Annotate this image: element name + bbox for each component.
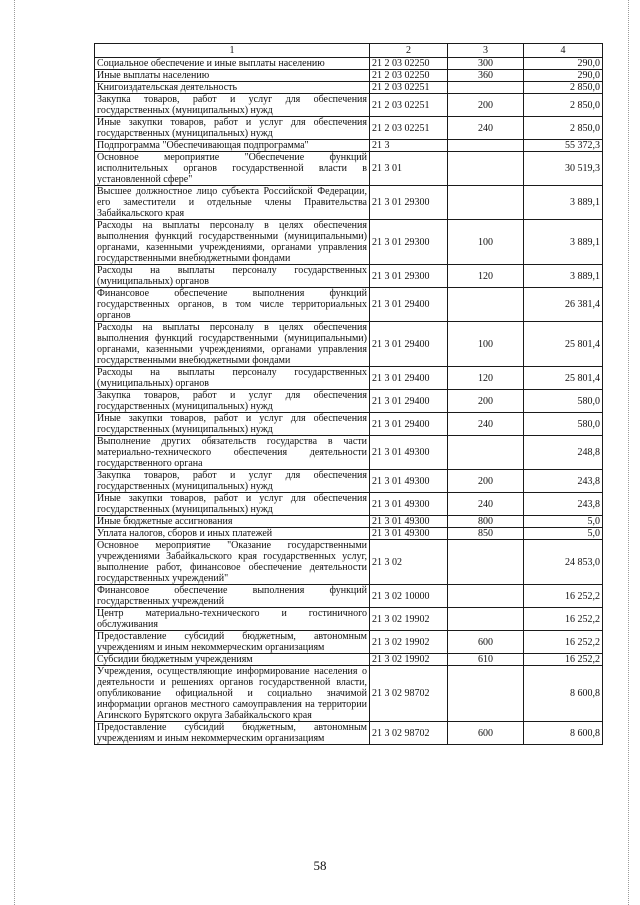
row-code-cell: 21 3 02 10000 [370,585,448,608]
table-row [95,413,603,436]
table-row [95,654,603,666]
row-name-cell: Расходы на выплаты персоналу в целях обеспечения выполнения функций государственными (муниципальными) органами, казенными учреждениями, органами управления государственными внебюджетными фондами [95,322,370,367]
row-code-cell: 21 3 02 19902 [370,608,448,631]
row-type-cell [448,436,524,470]
row-type-cell: 120 [448,367,524,390]
page-number: 58 [313,858,327,873]
table-row [95,540,603,585]
row-sum-cell: 8 600,8 [524,666,603,722]
row-sum-cell: 3 889,1 [524,265,603,288]
table-row [95,117,603,140]
row-name-cell: Книгоиздательская деятельность [95,82,370,94]
row-sum-cell: 580,0 [524,390,603,413]
table-row [95,58,603,70]
table-row [95,631,603,654]
table-row [95,94,603,117]
row-type-cell: 100 [448,322,524,367]
table-row [95,265,603,288]
row-type-cell: 800 [448,516,524,528]
row-sum-cell: 16 252,2 [524,585,603,608]
row-type-cell: 200 [448,94,524,117]
row-type-cell: 120 [448,265,524,288]
row-sum-cell: 290,0 [524,58,603,70]
row-code-cell: 21 2 03 02251 [370,117,448,140]
row-sum-cell: 3 889,1 [524,220,603,265]
table-row [95,288,603,322]
row-sum-cell: 16 252,2 [524,654,603,666]
table-header-row [95,44,603,58]
row-code-cell: 21 3 01 29300 [370,265,448,288]
row-sum-cell: 2 850,0 [524,117,603,140]
row-name-cell: Подпрограмма "Обеспечивающая подпрограмма" [95,140,370,152]
row-code-cell: 21 3 01 49300 [370,516,448,528]
table-row [95,470,603,493]
row-name-cell: Закупка товаров, работ и услуг для обеспечения государственных (муниципальных) нужд [95,94,370,117]
table-row [95,608,603,631]
row-type-cell: 600 [448,631,524,654]
row-code-cell: 21 2 03 02251 [370,82,448,94]
row-name-cell: Уплата налогов, сборов и иных платежей [95,528,370,540]
row-code-cell: 21 3 01 29400 [370,390,448,413]
row-name-cell: Закупка товаров, работ и услуг для обеспечения государственных (муниципальных) нужд [95,390,370,413]
row-type-cell [448,585,524,608]
row-type-cell: 600 [448,722,524,745]
row-name-cell: Расходы на выплаты персоналу государственных (муниципальных) органов [95,265,370,288]
row-code-cell: 21 3 01 49300 [370,436,448,470]
row-code-cell: 21 3 01 29300 [370,186,448,220]
row-sum-cell: 55 372,3 [524,140,603,152]
row-name-cell: Закупка товаров, работ и услуг для обеспечения государственных (муниципальных) нужд [95,470,370,493]
row-type-cell: 200 [448,390,524,413]
row-type-cell [448,288,524,322]
row-sum-cell: 2 850,0 [524,94,603,117]
row-type-cell [448,82,524,94]
row-sum-cell: 24 853,0 [524,540,603,585]
row-name-cell: Иные бюджетные ассигнования [95,516,370,528]
table-row [95,666,603,722]
table-row [95,585,603,608]
row-type-cell: 240 [448,493,524,516]
table-row [95,367,603,390]
row-name-cell: Иные выплаты населению [95,70,370,82]
row-type-cell: 610 [448,654,524,666]
row-name-cell: Высшее должностное лицо субъекта Российской Федерации, его заместители и отдельные члены Правительства Забайкальского края [95,186,370,220]
row-sum-cell: 16 252,2 [524,631,603,654]
row-name-cell: Финансовое обеспечение выполнения функций государственных органов, в том числе территориальных органов [95,288,370,322]
row-code-cell: 21 3 02 98702 [370,722,448,745]
table-row [95,140,603,152]
row-name-cell: Иные закупки товаров, работ и услуг для обеспечения государственных (муниципальных) нужд [95,117,370,140]
scan-edge-right [628,0,630,905]
row-type-cell [448,152,524,186]
row-sum-cell: 5,0 [524,528,603,540]
table-row [95,436,603,470]
row-sum-cell: 8 600,8 [524,722,603,745]
table-row [95,516,603,528]
row-type-cell [448,140,524,152]
row-code-cell: 21 3 02 98702 [370,666,448,722]
row-code-cell: 21 3 01 29400 [370,288,448,322]
row-code-cell: 21 3 02 [370,540,448,585]
column-header: 2 [370,44,448,58]
row-code-cell: 21 3 01 29400 [370,413,448,436]
row-code-cell: 21 3 02 19902 [370,631,448,654]
table-row [95,152,603,186]
row-type-cell: 240 [448,413,524,436]
row-type-cell: 100 [448,220,524,265]
row-name-cell: Расходы на выплаты персоналу государственных (муниципальных) органов [95,367,370,390]
row-code-cell: 21 3 01 49300 [370,493,448,516]
row-sum-cell: 3 889,1 [524,186,603,220]
row-code-cell: 21 3 01 29400 [370,322,448,367]
row-code-cell: 21 2 03 02251 [370,94,448,117]
column-header: 4 [524,44,603,58]
row-sum-cell: 243,8 [524,493,603,516]
row-code-cell: 21 3 [370,140,448,152]
row-code-cell: 21 3 01 29400 [370,367,448,390]
row-name-cell: Основное мероприятие "Обеспечение функций исполнительных органов государственной власти в установленной сфере" [95,152,370,186]
table-row [95,722,603,745]
row-type-cell [448,666,524,722]
table-row [95,220,603,265]
row-code-cell: 21 3 01 49300 [370,470,448,493]
row-name-cell: Иные закупки товаров, работ и услуг для обеспечения государственных (муниципальных) нужд [95,493,370,516]
row-sum-cell: 30 519,3 [524,152,603,186]
row-sum-cell: 25 801,4 [524,367,603,390]
budget-table [94,43,603,745]
row-type-cell: 200 [448,470,524,493]
row-type-cell [448,540,524,585]
row-sum-cell: 2 850,0 [524,82,603,94]
row-code-cell: 21 3 01 [370,152,448,186]
scan-edge-left [14,0,16,905]
row-sum-cell: 25 801,4 [524,322,603,367]
column-header: 1 [95,44,370,58]
row-name-cell: Выполнение других обязательств государства в части материально-технического обеспечения деятельности государственного органа [95,436,370,470]
row-type-cell: 300 [448,58,524,70]
row-code-cell: 21 3 01 49300 [370,528,448,540]
table-row [95,528,603,540]
table-row [95,390,603,413]
row-sum-cell: 248,8 [524,436,603,470]
row-code-cell: 21 2 03 02250 [370,58,448,70]
row-name-cell: Расходы на выплаты персоналу в целях обеспечения выполнения функций государственными (муниципальными) органами, казенными учреждениями, органами управления государственными внебюджетными фондами [95,220,370,265]
table-row [95,70,603,82]
row-type-cell: 240 [448,117,524,140]
row-name-cell: Иные закупки товаров, работ и услуг для обеспечения государственных (муниципальных) нужд [95,413,370,436]
table-row [95,186,603,220]
row-name-cell: Учреждения, осуществляющие информирование населения о деятельности и решениях органов государственной власти, опубликование официальной и социально значимой информации органов местного самоуправления на территории Агинского Бурятского округа Забайкальского края [95,666,370,722]
row-sum-cell: 26 381,4 [524,288,603,322]
row-name-cell: Финансовое обеспечение выполнения функций государственных учреждений [95,585,370,608]
row-name-cell: Социальное обеспечение и иные выплаты населению [95,58,370,70]
row-sum-cell: 5,0 [524,516,603,528]
table-row [95,82,603,94]
row-sum-cell: 243,8 [524,470,603,493]
row-type-cell: 360 [448,70,524,82]
row-code-cell: 21 2 03 02250 [370,70,448,82]
row-name-cell: Основное мероприятие "Оказание государственными учреждениями Забайкальского края государственных услуг, выполнение работ, финансовое обеспечение деятельности государственных учреждений" [95,540,370,585]
table-row [95,322,603,367]
row-sum-cell: 290,0 [524,70,603,82]
row-code-cell: 21 3 02 19902 [370,654,448,666]
row-name-cell: Субсидии бюджетным учреждениям [95,654,370,666]
row-name-cell: Предоставление субсидий бюджетным, автономным учреждениям и иным некоммерческим организациям [95,631,370,654]
row-name-cell: Предоставление субсидий бюджетным, автономным учреждениям и иным некоммерческим организациям [95,722,370,745]
row-sum-cell: 16 252,2 [524,608,603,631]
row-type-cell: 850 [448,528,524,540]
row-code-cell: 21 3 01 29300 [370,220,448,265]
row-name-cell: Центр материально-технического и гостиничного обслуживания [95,608,370,631]
row-type-cell [448,186,524,220]
table-row [95,493,603,516]
row-type-cell [448,608,524,631]
row-sum-cell: 580,0 [524,413,603,436]
column-header: 3 [448,44,524,58]
